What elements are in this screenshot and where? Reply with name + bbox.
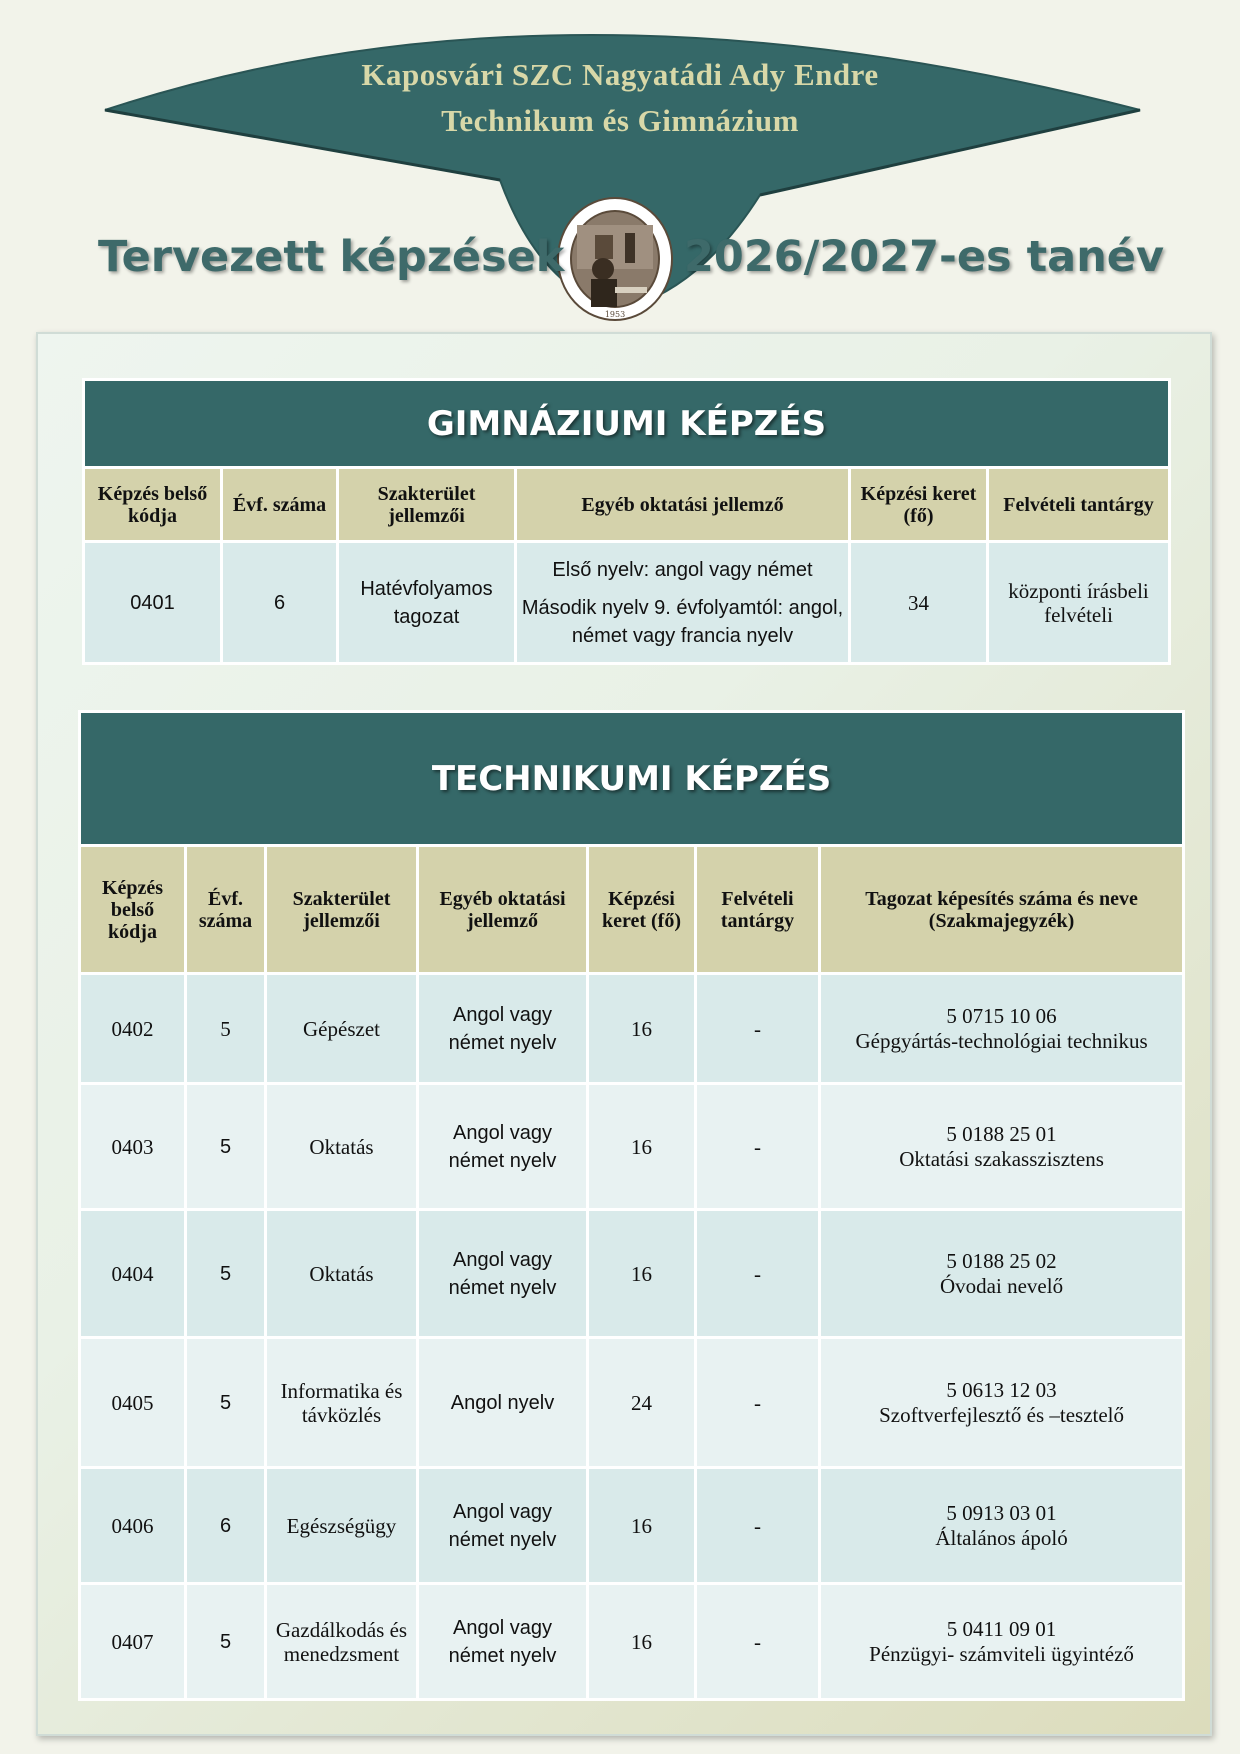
technikum-title: TECHNIKUMI KÉPZÉS: [80, 712, 1184, 846]
qualification-name: Oktatási szakasszisztens: [899, 1146, 1104, 1171]
school-name-line1: Kaposvári SZC Nagyatádi Ady Endre: [361, 57, 879, 92]
school-name: [200, 52, 1040, 144]
cell-exam: -: [696, 974, 820, 1084]
cell-years: 6: [186, 1468, 266, 1584]
qualification-number: 5 0913 03 01: [946, 1500, 1057, 1525]
qualification-number: 5 0411 09 01: [946, 1616, 1057, 1641]
qualification-number: 5 0613 12 03: [946, 1377, 1057, 1402]
school-name-line2: Technikum és Gimnázium: [441, 103, 799, 138]
col-header-quota: Képzési keret (fő): [850, 468, 988, 542]
qualification-number: 5 0188 25 01: [946, 1121, 1057, 1146]
qualification-number: 5 0715 10 06: [946, 1003, 1057, 1028]
seal-year: 1953: [604, 310, 626, 319]
cell-qualification: [820, 974, 1184, 1084]
cell-code: 0404: [80, 1210, 186, 1338]
cell-field: Oktatás: [266, 1084, 418, 1210]
cell-code: 0407: [80, 1584, 186, 1700]
cell-exam: -: [696, 1338, 820, 1468]
cell-quota: 16: [588, 1584, 696, 1700]
cell-qualification: [820, 1084, 1184, 1210]
cell-quota: 16: [588, 974, 696, 1084]
table-row: [80, 1084, 1184, 1210]
cell-field: Informatika és távközlés: [266, 1338, 418, 1468]
qualification-name: Óvodai nevelő: [940, 1273, 1064, 1298]
gimnazium-title: GIMNÁZIUMI KÉPZÉS: [84, 380, 1170, 468]
col-header-years: Évf. száma: [222, 468, 338, 542]
cell-qualification: [820, 1210, 1184, 1338]
gimnazium-table: [82, 378, 1171, 665]
qualification-name: Szoftverfejlesztő és –tesztelő: [879, 1402, 1124, 1427]
cell-other: Angol vagy német nyelv: [418, 1468, 588, 1584]
cell-qualification: [820, 1584, 1184, 1700]
cell-code: 0402: [80, 974, 186, 1084]
technikum-table: [78, 710, 1185, 1701]
qualification-name: Gépgyártás-technológiai technikus: [855, 1028, 1148, 1053]
cell-field: Gazdálkodás és menedzsment: [266, 1584, 418, 1700]
cell-other: Angol vagy német nyelv: [418, 1210, 588, 1338]
cell-exam: központi írásbeli felvételi: [988, 542, 1170, 664]
table-row: [80, 1468, 1184, 1584]
cell-other: Angol vagy német nyelv: [418, 1084, 588, 1210]
cell-field: Egészségügy: [266, 1468, 418, 1584]
cell-years: 5: [186, 1084, 266, 1210]
cell-other: [516, 542, 850, 664]
qualification-name: Általános ápoló: [935, 1525, 1068, 1550]
school-year-title: 2026/2027-es tanév: [683, 232, 1164, 282]
table-row: [80, 1584, 1184, 1700]
cell-quota: 16: [588, 1210, 696, 1338]
cell-other: Angol nyelv: [418, 1338, 588, 1468]
cell-code: 0403: [80, 1084, 186, 1210]
col-header-years: Évf. száma: [186, 846, 266, 974]
cell-other: Angol vagy német nyelv: [418, 974, 588, 1084]
cell-exam: -: [696, 1210, 820, 1338]
table-row: [80, 1210, 1184, 1338]
qualification-number: 5 0188 25 02: [946, 1248, 1057, 1273]
col-header-exam: Felvételi tantárgy: [988, 468, 1170, 542]
cell-years: 6: [222, 542, 338, 664]
cell-quota: 16: [588, 1468, 696, 1584]
school-seal-logo: [555, 195, 675, 323]
cell-quota: 34: [850, 542, 988, 664]
col-header-code: Képzés belső kódja: [80, 846, 186, 974]
cell-code: 0406: [80, 1468, 186, 1584]
col-header-other: Egyéb oktatási jellemző: [418, 846, 588, 974]
col-header-field: Szakterület jellemzői: [338, 468, 516, 542]
cell-other-line2: Második nyelv 9. évfolyamtól: angol, német vagy francia nyelv: [521, 596, 844, 647]
cell-exam: -: [696, 1084, 820, 1210]
cell-years: 5: [186, 974, 266, 1084]
page-title: Tervezett képzések: [98, 232, 565, 282]
cell-qualification: [820, 1338, 1184, 1468]
qualification-name: Pénzügyi- számviteli ügyintéző: [869, 1641, 1134, 1666]
col-header-exam: Felvételi tantárgy: [696, 846, 820, 974]
cell-years: 5: [186, 1584, 266, 1700]
col-header-other: Egyéb oktatási jellemző: [516, 468, 850, 542]
cell-exam: -: [696, 1584, 820, 1700]
cell-field: Oktatás: [266, 1210, 418, 1338]
cell-qualification: [820, 1468, 1184, 1584]
cell-field: Gépészet: [266, 974, 418, 1084]
cell-code: 0401: [84, 542, 222, 664]
col-header-quota: Képzési keret (fő): [588, 846, 696, 974]
col-header-code: Képzés belső kódja: [84, 468, 222, 542]
cell-exam: -: [696, 1468, 820, 1584]
cell-quota: 16: [588, 1084, 696, 1210]
cell-years: 5: [186, 1210, 266, 1338]
cell-other-line1: Első nyelv: angol vagy német: [552, 558, 813, 581]
cell-field: Hatévfolyamos tagozat: [338, 542, 516, 664]
cell-years: 5: [186, 1338, 266, 1468]
table-row: [80, 1338, 1184, 1468]
cell-other: Angol vagy német nyelv: [418, 1584, 588, 1700]
table-row: [80, 974, 1184, 1084]
col-header-field: Szakterület jellemzői: [266, 846, 418, 974]
col-header-qualification: Tagozat képesítés száma és neve (Szakmajegyzék): [820, 846, 1184, 974]
table-row: [84, 542, 1170, 664]
cell-quota: 24: [588, 1338, 696, 1468]
cell-code: 0405: [80, 1338, 186, 1468]
